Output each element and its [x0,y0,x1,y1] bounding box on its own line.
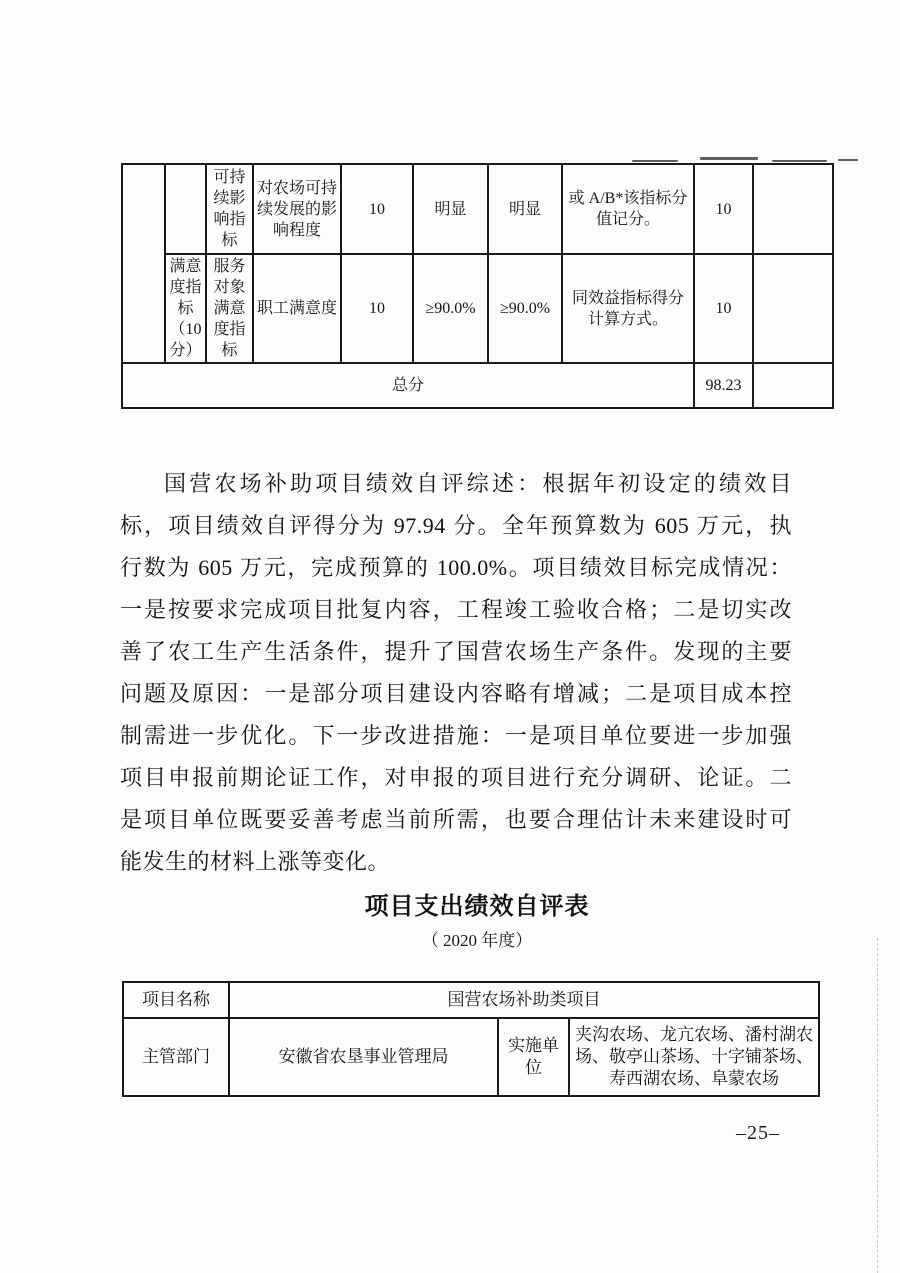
project-name-value-cell: 国营农场补助类项目 [229,982,819,1018]
satisfaction-indicator-cell: 职工满意度 [253,254,341,363]
department-label-cell: 主管部门 [123,1018,229,1096]
form-title: 项目支出绩效自评表 [364,893,590,920]
summary-line: 项目申报前期论证工作，对申报的项目进行充分调研、论证。二 [120,765,792,790]
sustain-score-cell: 10 [694,164,753,254]
satisfaction-weight-cell: 10 [341,254,413,363]
project-name-label-cell: 项目名称 [123,982,229,1018]
summary-line: 能发生的材料上涨等变化。 [120,849,391,874]
summary-line: 一是按要求完成项目批复内容，工程竣工验收合格；二是切实改 [120,597,792,622]
implementing-unit-value-cell: 夹沟农场、龙亢农场、潘村湖农场、敬亭山茶场、十字铺茶场、寿西湖农场、阜蒙农场 [569,1018,819,1096]
sustain-target-cell: 明显 [413,164,488,254]
summary-line: 善了农工生产生活条件，提升了国营农场生产条件。发现的主要 [120,639,792,664]
summary-line: 标，项目绩效自评得分为 97.94 分。全年预算数为 605 万元，执 [120,513,792,538]
summary-line: 是项目单位既要妥善考虑当前所需，也要合理估计未来建设时可 [120,807,792,832]
total-score-cell: 98.23 [694,363,753,408]
sustain-scoring-note-cell: 或 A/B*该指标分值记分。 [562,164,694,254]
self-evaluation-summary [120,463,792,883]
scan-artifact [838,159,858,161]
sustain-remark-cell-empty [753,164,833,254]
total-remark-cell-empty [753,363,833,408]
scan-artifact [700,157,758,160]
summary-line: 行数为 605 万元，完成预算的 100.0%。项目绩效目标完成情况： [120,555,792,580]
scan-artifact [772,160,827,162]
form-subtitle: （ 2020 年度） [421,931,533,950]
satisfaction-actual-cell: ≥90.0% [488,254,562,363]
satisfaction-target-cell: ≥90.0% [413,254,488,363]
department-value-cell: 安徽省农垦事业管理局 [229,1018,498,1096]
satisfaction-group-cell: 满意度指标（10分） [165,254,206,363]
total-label-cell: 总分 [122,363,694,408]
scan-artifact-line [877,938,878,1273]
page-number: –25– [736,1122,780,1144]
implementing-unit-label-cell: 实施单位 [498,1018,569,1096]
tier2-category-cell-empty [165,164,206,254]
summary-line: 国营农场补助项目绩效自评综述：根据年初设定的绩效目 [164,471,792,496]
satisfaction-scoring-note-cell: 同效益指标得分计算方式。 [562,254,694,363]
satisfaction-score-cell: 10 [694,254,753,363]
scan-artifact [632,160,678,162]
tier1-category-cell-empty [122,164,165,363]
summary-line: 制需进一步优化。下一步改进措施：一是项目单位要进一步加强 [120,723,792,748]
satisfaction-category-cell: 服务对象满意度指标 [206,254,253,363]
sustain-actual-cell: 明显 [488,164,562,254]
summary-line: 问题及原因：一是部分项目建设内容略有增减；二是项目成本控 [120,681,792,706]
project-info-table [122,981,820,1097]
sustain-category-cell: 可持续影响指标 [206,164,253,254]
sustain-weight-cell: 10 [341,164,413,254]
satisfaction-remark-cell-empty [753,254,833,363]
indicator-table [121,163,834,409]
sustain-indicator-cell: 对农场可持续发展的影响程度 [253,164,341,254]
